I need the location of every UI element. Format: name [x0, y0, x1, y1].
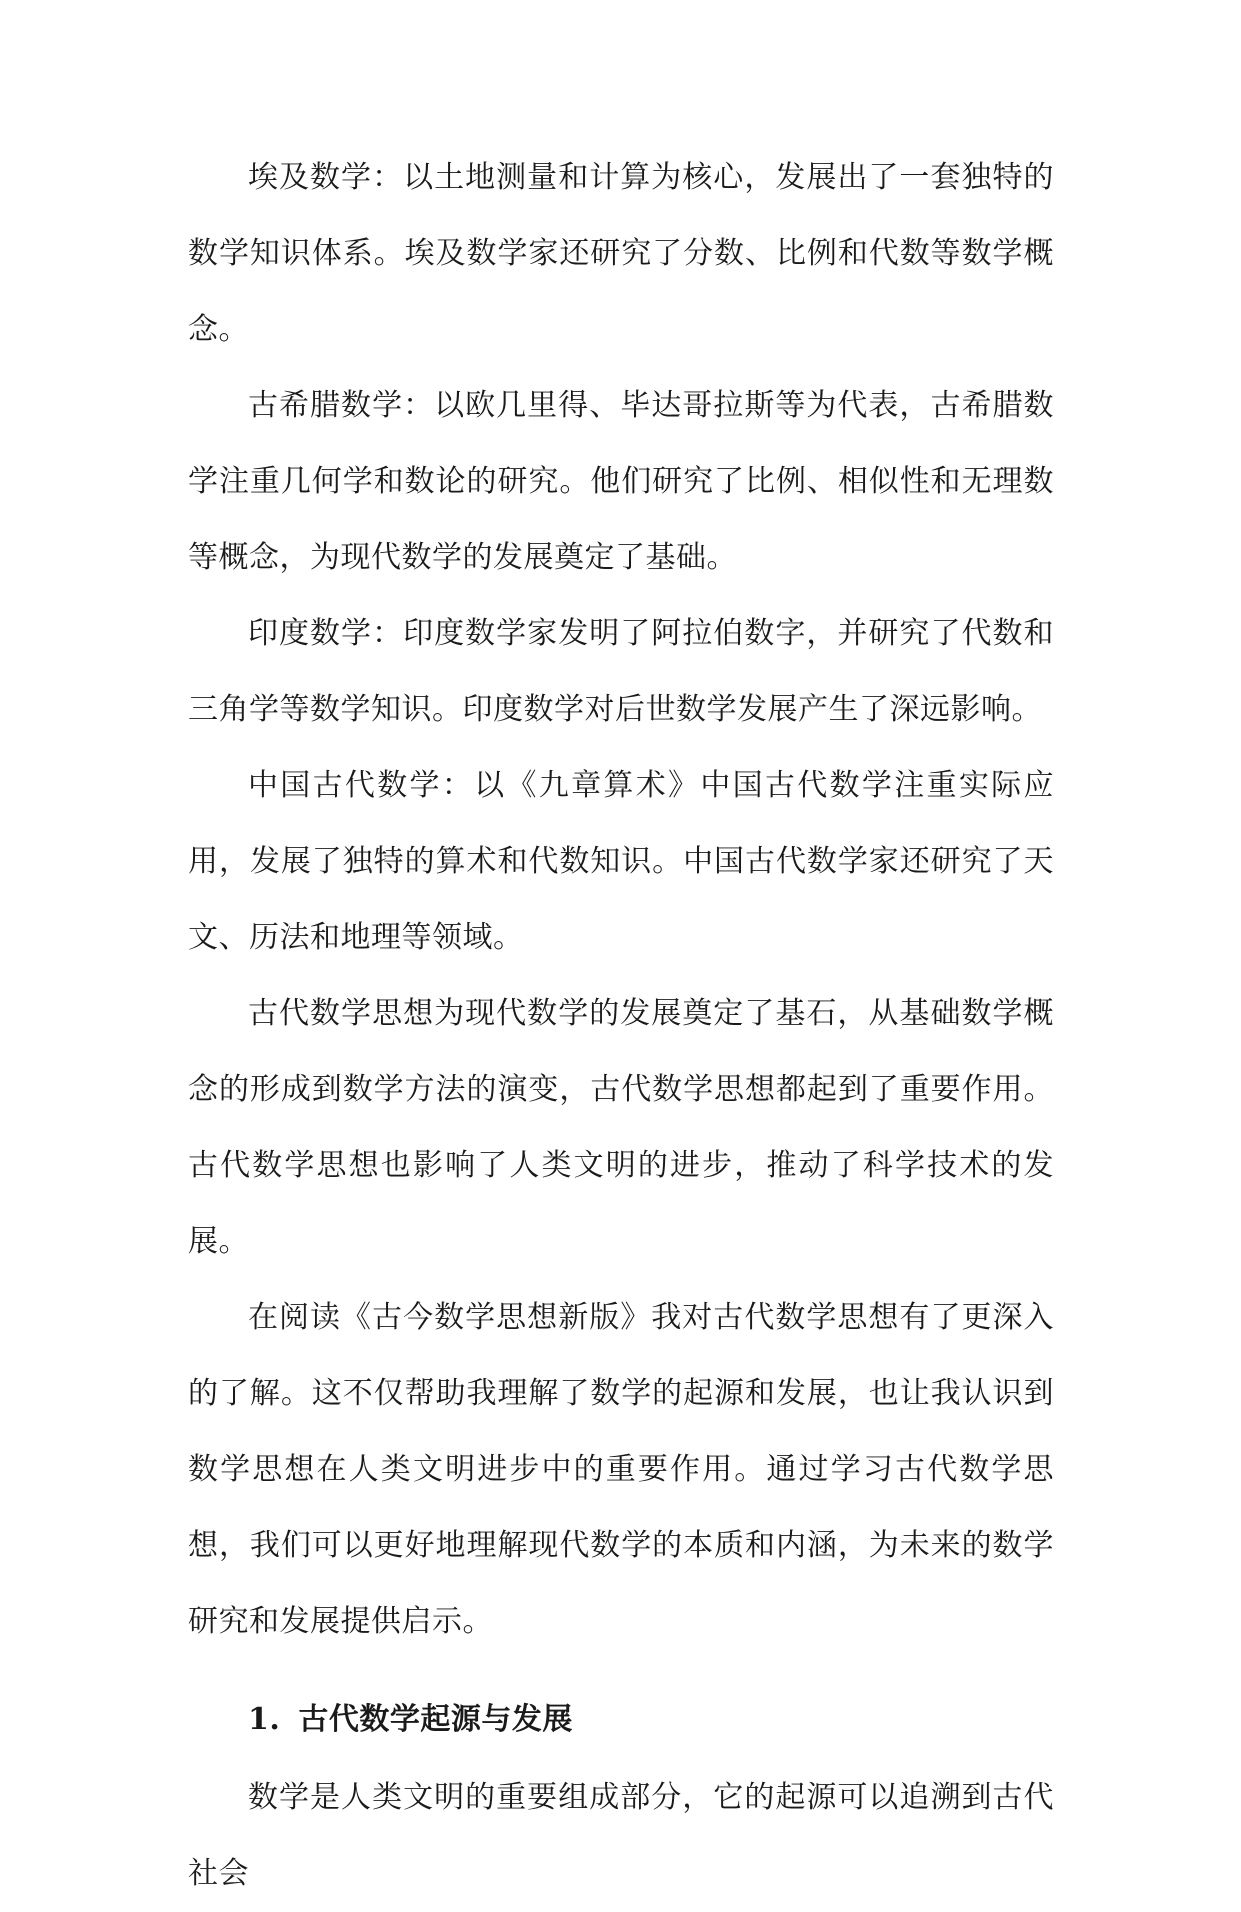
- document-body: [188, 140, 1054, 1912]
- paragraph-egypt-math: 埃及数学：以土地测量和计算为核心，发展出了一套独特的数学知识体系。埃及数学家还研究了分数、比例和代数等数学概念。: [188, 160, 1054, 347]
- paragraph-reading-reflection: 在阅读《古今数学思想新版》我对古代数学思想有了更深入的了解。这不仅帮助我理解了数学的起源和发展，也让我认识到数学思想在人类文明进步中的重要作用。通过学习古代数学思想，我们可以更好地理解现代数学的本质和内涵，为未来的数学研究和发展提供启示。: [188, 1300, 1054, 1639]
- paragraph-ancient-thought: 古代数学思想为现代数学的发展奠定了基石，从基础数学概念的形成到数学方法的演变，古代数学思想都起到了重要作用。古代数学思想也影响了人类文明的进步，推动了科学技术的发展。: [188, 996, 1054, 1259]
- paragraph-greek-math: 古希腊数学：以欧几里得、毕达哥拉斯等为代表，古希腊数学注重几何学和数论的研究。他们研究了比例、相似性和无理数等概念，为现代数学的发展奠定了基础。: [188, 388, 1054, 575]
- paragraph-china-math: 中国古代数学：以《九章算术》中国古代数学注重实际应用，发展了独特的算术和代数知识。中国古代数学家还研究了天文、历法和地理等领域。: [188, 768, 1054, 955]
- section-heading: [188, 1682, 1054, 1758]
- paragraph-section-intro: 数学是人类文明的重要组成部分，它的起源可以追溯到古代社会: [188, 1780, 1054, 1891]
- section-number: 1.: [248, 1702, 281, 1737]
- paragraph-india-math: 印度数学：印度数学家发明了阿拉伯数字，并研究了代数和三角学等数学知识。印度数学对后世数学发展产生了深远影响。: [188, 616, 1054, 727]
- section-title: 古代数学起源与发展: [298, 1702, 573, 1737]
